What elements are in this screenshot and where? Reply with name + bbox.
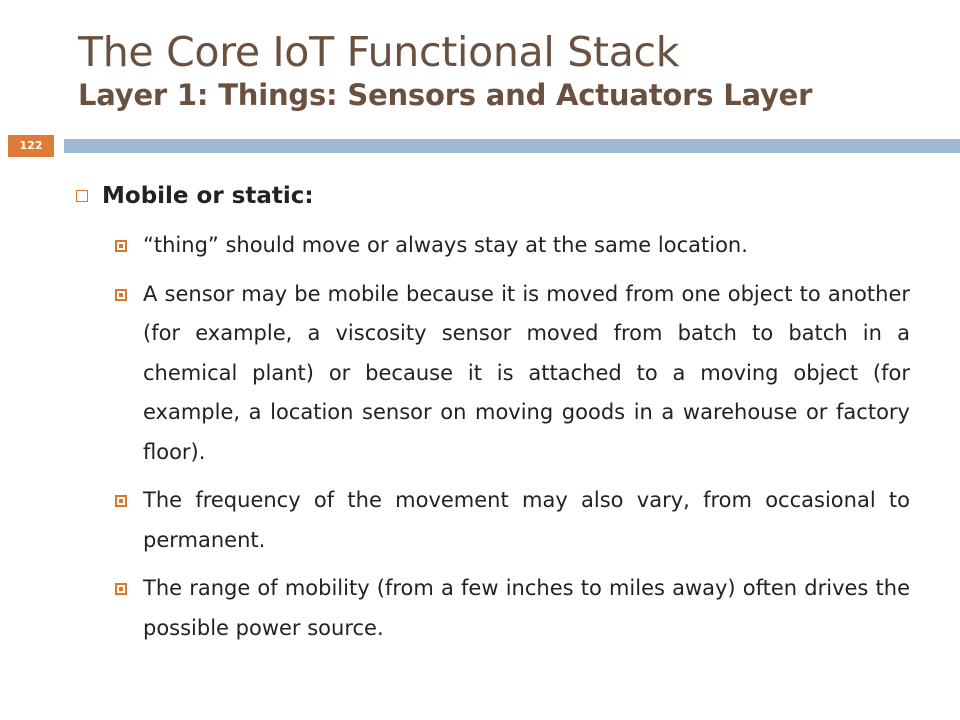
slide-subtitle: Layer 1: Things: Sensors and Actuators Layer bbox=[78, 78, 813, 112]
sub-bullet-text: The range of mobility (from a few inches to miles away) often drives the possible power source. bbox=[143, 576, 910, 640]
sub-bullet bbox=[76, 226, 910, 266]
filled-square-bullet-icon bbox=[115, 240, 127, 252]
sub-bullet-text: “thing” should move or always stay at the same location. bbox=[143, 233, 748, 257]
square-bullet-icon bbox=[76, 190, 88, 202]
slide-content bbox=[76, 176, 910, 657]
sub-bullet bbox=[76, 275, 910, 473]
filled-square-bullet-icon bbox=[115, 495, 127, 507]
divider-bar bbox=[64, 139, 960, 153]
sub-bullet-text: A sensor may be mobile because it is moved from one object to another (for example, a viscosity sensor moved from batch to batch in a chemical plant) or because it is attached to a moving object (for example, a location sensor on moving goods in a warehouse or factory floor). bbox=[143, 281, 910, 464]
title-divider bbox=[0, 135, 960, 157]
slide-title-block bbox=[78, 28, 930, 114]
sub-bullet-text: The frequency of the movement may also vary, from occasional to permanent. bbox=[143, 488, 910, 552]
slide-number-badge: 122 bbox=[8, 135, 54, 157]
sub-bullet bbox=[76, 481, 910, 560]
bullet-heading bbox=[76, 176, 910, 216]
sub-bullet bbox=[76, 569, 910, 648]
filled-square-bullet-icon bbox=[115, 289, 127, 301]
slide-title: The Core IoT Functional Stack bbox=[78, 28, 680, 76]
filled-square-bullet-icon bbox=[115, 583, 127, 595]
bullet-heading-text: Mobile or static: bbox=[102, 183, 314, 209]
